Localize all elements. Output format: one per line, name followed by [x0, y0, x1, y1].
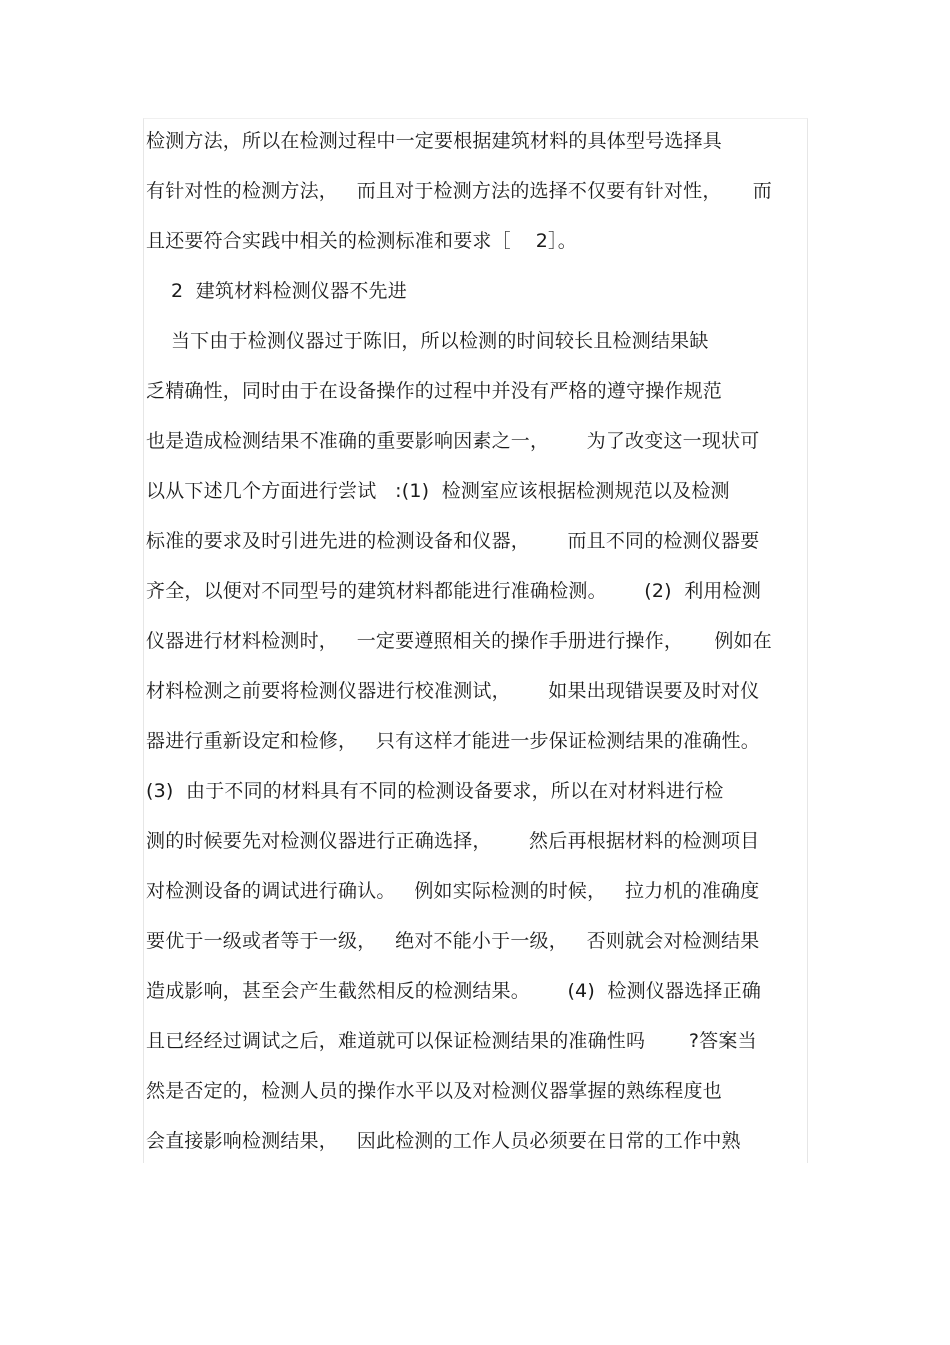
text-line: 且还要符合实践中相关的检测标准和要求［ 2］。 — [146, 230, 577, 252]
text-line: 器进行重新设定和检修， 只有这样才能进一步保证检测结果的准确性。 — [146, 730, 760, 752]
text-line: 然是否定的，检测人员的操作水平以及对检测仪器掌握的熟练程度也 — [146, 1080, 723, 1102]
text-line: 当下由于检测仪器过于陈旧，所以检测的时间较长且检测结果缺 — [146, 330, 709, 352]
text-line: 会直接影响检测结果， 因此检测的工作人员必须要在日常的工作中熟 — [146, 1130, 741, 1152]
text-line: 测的时候要先对检测仪器进行正确选择， 然后再根据材料的检测项目 — [146, 830, 760, 852]
text-line: 仪器进行材料检测时， 一定要遵照相关的操作手册进行操作， 例如在 — [146, 630, 772, 652]
text-line: 标准的要求及时引进先进的检测设备和仪器， 而且不同的检测仪器要 — [146, 530, 760, 552]
text-line: 检测方法，所以在检测过程中一定要根据建筑材料的具体型号选择具 — [146, 130, 723, 152]
text-line: 要优于一级或者等于一级， 绝对不能小于一级， 否则就会对检测结果 — [146, 930, 760, 952]
text-line: 以从下述几个方面进行尝试 :(1) 检测室应该根据检测规范以及检测 — [146, 480, 730, 502]
text-line: (3) 由于不同的材料具有不同的检测设备要求，所以在对材料进行检 — [146, 780, 724, 802]
text-line: 有针对性的检测方法， 而且对于检测方法的选择不仅要有针对性， 而 — [146, 180, 772, 202]
text-line: 且已经经过调试之后，难道就可以保证检测结果的准确性吗 ?答案当 — [146, 1030, 757, 1052]
text-line: 对检测设备的调试进行确认。 例如实际检测的时候， 拉力机的准确度 — [146, 880, 760, 902]
text-line: 也是造成检测结果不准确的重要影响因素之一， 为了改变这一现状可 — [146, 430, 760, 452]
text-line: 材料检测之前要将检测仪器进行校准测试， 如果出现错误要及时对仪 — [146, 680, 760, 702]
text-line: 齐全，以便对不同型号的建筑材料都能进行准确检测。 (2) 利用检测 — [146, 580, 762, 602]
text-line: 造成影响，甚至会产生截然相反的检测结果。 (4) 检测仪器选择正确 — [146, 980, 762, 1002]
text-line: 乏精确性，同时由于在设备操作的过程中并没有严格的遵守操作规范 — [146, 380, 723, 402]
section-heading: 2 建筑材料检测仪器不先进 — [146, 280, 407, 302]
